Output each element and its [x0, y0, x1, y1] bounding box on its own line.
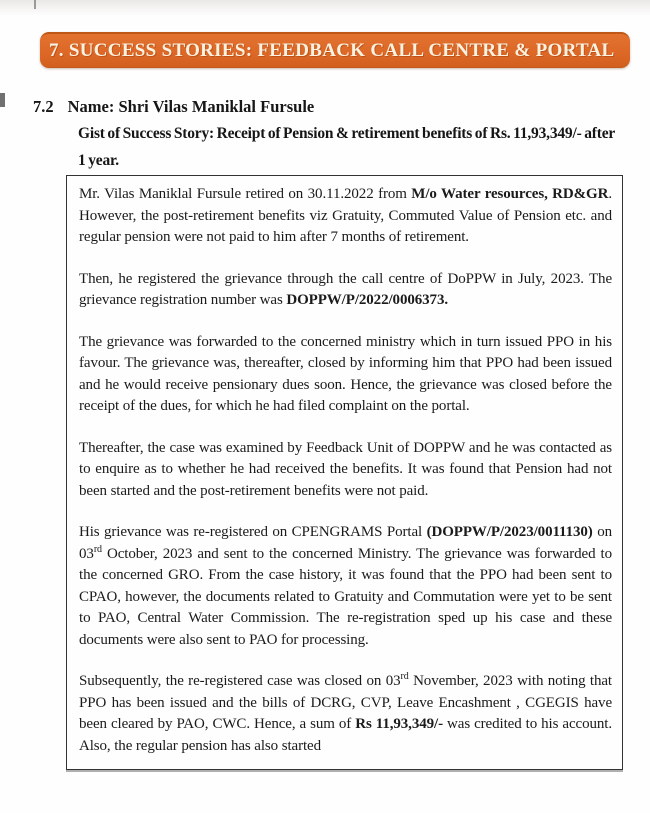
text-segment: Subsequently, the re-registered case was closed on 03 — [79, 673, 401, 689]
story-paragraph-4 — [79, 438, 612, 503]
text-segment: was credited to his account. Also, the regular pension has also started — [79, 716, 613, 754]
text-segment-bold: Rs 11,93,349/- — [355, 716, 443, 732]
text-segment: Then, he registered the grievance through the call centre of DoPPW in July, 2023. The grievance registration number was — [79, 270, 612, 308]
story-paragraph-1 — [79, 184, 612, 249]
scan-artifact-left-mark — [0, 93, 5, 107]
text-segment: Thereafter, the case was examined by Feedback Unit of DOPPW and he was contacted as to enquire as to whether he had received the benefits. It was found that Pension had not been started and the post-retirement benefits were not paid. — [79, 439, 612, 499]
section-number: 7.2 — [33, 97, 54, 116]
text-segment: His grievance was re-registered on CPENGRAMS Portal — [79, 524, 427, 540]
scan-artifact-top-band — [0, 0, 650, 16]
story-paragraph-3 — [79, 332, 612, 418]
text-segment: The grievance was forwarded to the concerned ministry which in turn issued PPO in his favour. The grievance was, thereafter, closed by informing him that PPO had been issued and he would receive pensionary dues soon. Hence, the grievance was closed before the receipt of the dues, for which he had filed complaint on the portal. — [79, 333, 612, 414]
text-segment: . However, the post-retirement benefits viz Gratuity, Commuted Value of Pension etc. and regular pension were not paid to him after 7 months of retirement. — [79, 186, 612, 245]
text-segment: October, 2023 and sent to the concerned Ministry. The grievance was forwarded to the concerned GRO. From the case history, it was found that the PPO had been sent to CPAO, however, the documents related to Gratuity and Commutation were yet to be sent to PAO, Central Water Commission. The re-registration sped up his case and these documents were also sent to PAO for processing. — [79, 545, 612, 648]
gist-text: Gist of Success Story: Receipt of Pension & retirement benefits of Rs. 11,93,349/- after 1 year. — [78, 125, 615, 169]
story-box — [66, 175, 623, 770]
story-paragraph-5 — [79, 522, 612, 651]
text-segment: November, 2023 with noting that PPO has been issued and the bills of DCRG, CVP, Leave Encashment , CGEGIS have been cleared by PAO, CWC. Hence, a sum of — [79, 673, 613, 732]
story-paragraph-2 — [79, 269, 612, 312]
text-segment: on 03 — [79, 524, 612, 562]
section-banner — [40, 32, 630, 68]
section-name: Name: Shri Vilas Maniklal Fursule — [67, 97, 315, 116]
text-segment-bold: (DOPPW/P/2023/0011130) — [426, 524, 593, 540]
text-segment-bold: M/o Water resources, RD&GR — [411, 186, 609, 202]
text-segment-bold: DOPPW/P/2022/0006373. — [286, 292, 448, 308]
text-segment: Mr. Vilas Maniklal Fursule retired on 30.11.2022 from — [79, 186, 412, 202]
text-segment-superscript: rd — [400, 671, 409, 682]
text-segment-superscript: rd — [93, 543, 102, 555]
banner-title: 7. SUCCESS STORIES: FEEDBACK CALL CENTRE & PORTAL — [49, 39, 615, 61]
section-heading — [33, 97, 314, 117]
scan-artifact-tick — [34, 0, 36, 9]
story-paragraph-6 — [79, 671, 612, 757]
